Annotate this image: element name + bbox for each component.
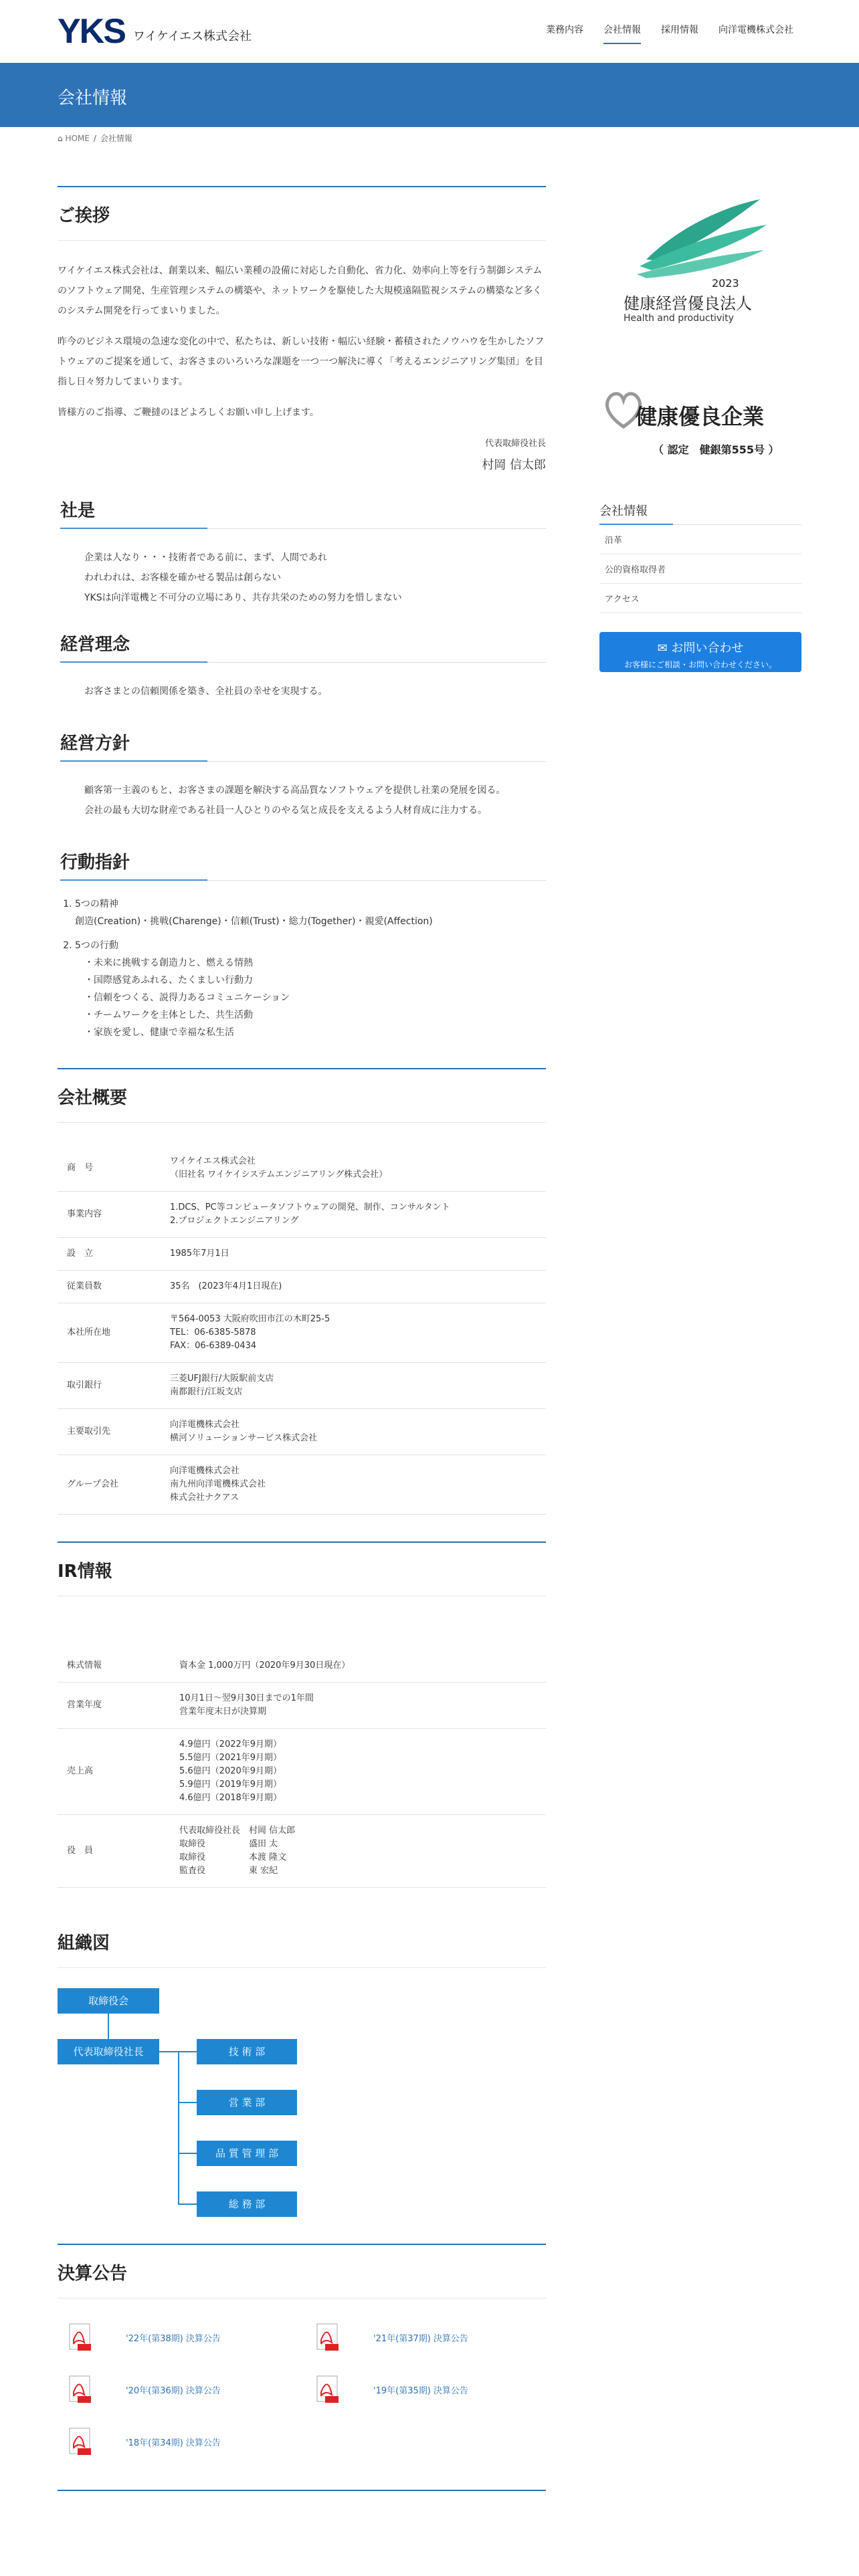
table-value-line: FAX：06-6389-0434 bbox=[170, 1341, 257, 1351]
sidebar bbox=[599, 186, 801, 672]
table-value bbox=[170, 1363, 546, 1409]
badge-title: 健康経営優良法人 bbox=[624, 294, 752, 313]
table-value-line: 取締役 本渡 隆文 bbox=[179, 1852, 287, 1862]
koudou-list bbox=[75, 895, 546, 1041]
ir-heading: IR情報 bbox=[58, 1541, 546, 1596]
contact-title: お問い合わせ bbox=[671, 641, 744, 655]
table-key: 営業年度 bbox=[58, 1683, 179, 1729]
badge-subtitle: Health and productivity bbox=[624, 313, 734, 324]
org-heading: 組織図 bbox=[58, 1915, 546, 1968]
ir-table bbox=[58, 1650, 546, 1888]
table-row bbox=[58, 1650, 546, 1683]
table-value-line: 南都銀行/江坂支店 bbox=[170, 1387, 243, 1397]
table-row bbox=[58, 1409, 546, 1455]
contact-button[interactable] bbox=[599, 632, 801, 672]
org-dept-box: 技 術 部 bbox=[197, 2039, 297, 2064]
greeting-paragraph: ワイケイエス株式会社は、創業以来、幅広い業種の設備に対応した自動化、省力化、効率向上等を行う制御システムのソフトウェア開発、生産管理システムの構築や、ネットワークを駆使した大規模遠隔監視システムの構築など多くのシステム開発を行ってまいりました。 bbox=[58, 265, 543, 316]
table-value-line: 営業年度末日が決算期 bbox=[179, 1707, 267, 1717]
org-dept-box: 営 業 部 bbox=[197, 2090, 297, 2115]
page-title: 会社情報 bbox=[58, 88, 128, 108]
list-item bbox=[75, 937, 546, 1041]
table-row bbox=[58, 1363, 546, 1409]
kessan-item bbox=[58, 2323, 305, 2352]
table-value-line: 株式会社ナクアス bbox=[170, 1493, 239, 1503]
table-row bbox=[58, 1815, 546, 1888]
greeting-heading: ご挨拶 bbox=[58, 186, 546, 241]
greeting-paragraph: 昨今のビジネス環境の急速な変化の中で、私たちは、新しい技術・幅広い経験・蓄積されたノウハウを生かしたソフトウェアのご提案を通して、お客さまのいろいろな課題を一つ一つ解決に導く「考えるエンジニアリング集団」を目指し日々努力してまいります。 bbox=[58, 336, 545, 387]
table-row bbox=[58, 1271, 546, 1303]
table-row bbox=[58, 1455, 546, 1515]
table-row bbox=[58, 1238, 546, 1271]
sidebar-nav bbox=[599, 525, 801, 613]
koudou-heading: 行動指針 bbox=[60, 843, 546, 881]
table-value-line: 5.5億円（2021年9月期） bbox=[179, 1753, 282, 1763]
kessan-link[interactable]: '20年(第36期) 決算公告 bbox=[126, 2385, 221, 2396]
logo-mark: YKS bbox=[58, 12, 125, 51]
table-value bbox=[179, 1729, 546, 1815]
table-value-line: 4.6億円（2018年9月期） bbox=[179, 1793, 282, 1803]
kessan-item bbox=[58, 2427, 305, 2456]
home-icon: ⌂ bbox=[58, 134, 63, 143]
table-row bbox=[58, 1303, 546, 1363]
section-divider bbox=[58, 2490, 546, 2491]
koudou-item-text: 創造(Creation)・挑戦(Charenge)・信頼(Trust)・総力(Together)・親愛(Affection) bbox=[75, 916, 433, 927]
table-key: 設 立 bbox=[58, 1238, 170, 1271]
org-dept-box: 総 務 部 bbox=[197, 2191, 297, 2217]
pdf-icon bbox=[67, 2427, 94, 2456]
site-header bbox=[0, 0, 859, 63]
shaze-line: われわれは、お客様を確かせる製品は創らない bbox=[84, 572, 281, 583]
nav-company[interactable]: 会社情報 bbox=[603, 23, 641, 44]
koudou-item-title: 5つの精神 bbox=[75, 899, 118, 909]
table-key: 役 員 bbox=[58, 1815, 179, 1888]
table-value-line: 35名 (2023年4月1日現在) bbox=[170, 1281, 282, 1291]
badge2-title: 健康優良企業 bbox=[636, 404, 765, 429]
koudou-item-title: 5つの行動 bbox=[75, 940, 118, 951]
global-nav bbox=[526, 23, 793, 44]
breadcrumb-home[interactable]: HOME bbox=[65, 134, 90, 143]
mail-icon: ✉ bbox=[657, 641, 672, 655]
org-dept-box: 品 質 管 理 部 bbox=[197, 2141, 297, 2166]
nav-recruit[interactable]: 採用情報 bbox=[661, 25, 698, 35]
table-key: 主要取引先 bbox=[58, 1409, 170, 1455]
logo[interactable] bbox=[58, 12, 252, 51]
table-value-line: 5.6億円（2020年9月期） bbox=[179, 1766, 282, 1776]
kessan-list bbox=[58, 2323, 546, 2456]
org-connector bbox=[178, 2051, 179, 2205]
shaze-line: YKSは向洋電機と不可分の立場にあり、共存共栄のための努力を惜しまない bbox=[84, 593, 402, 603]
koudou-bullet: ・国際感覚あふれる、たくましい行動力 bbox=[84, 975, 253, 986]
table-value-line: （旧社名 ワイケイシステムエンジニアリング株式会社） bbox=[170, 1170, 388, 1180]
koudou-bullet: ・チームワークを主体とした、共生活動 bbox=[84, 1010, 253, 1021]
org-president-box: 代表取締役社長 bbox=[58, 2039, 159, 2064]
koudou-bullet: ・未来に挑戦する創造力と、燃える情熱 bbox=[84, 958, 253, 968]
health-management-badge bbox=[599, 186, 801, 346]
health-company-badge bbox=[599, 373, 801, 473]
shaze-heading: 社是 bbox=[60, 492, 546, 529]
table-row bbox=[58, 1192, 546, 1238]
sidebar-item-qualifications[interactable]: 公的資格取得者 bbox=[599, 554, 801, 584]
table-value-line: ワイケイエス株式会社 bbox=[170, 1156, 256, 1166]
shaze-line: 企業は人なり・・・技術者である前に、まず、人間であれ bbox=[84, 552, 327, 563]
table-value-line: 1.DCS、PC等コンピュータソフトウェアの開発、制作、コンサルタント bbox=[170, 1202, 450, 1212]
signature-title: 代表取締役社長 bbox=[484, 439, 546, 449]
list-item bbox=[75, 895, 546, 930]
table-key: 事業内容 bbox=[58, 1192, 170, 1238]
pdf-icon bbox=[67, 2323, 94, 2352]
table-value bbox=[170, 1192, 546, 1238]
breadcrumb: ⌂ HOME / 会社情報 bbox=[58, 134, 132, 143]
badge-year: 2023 bbox=[712, 277, 739, 290]
table-value bbox=[170, 1146, 546, 1192]
breadcrumb-current: 会社情報 bbox=[100, 134, 132, 143]
company-overview-table bbox=[58, 1146, 546, 1515]
contact-subtitle: お客様にご相談・お問い合わせください。 bbox=[624, 660, 777, 669]
table-value-line: 4.9億円（2022年9月期） bbox=[179, 1739, 282, 1749]
table-value-line: 資本金 1,000万円（2020年9月30日現在） bbox=[179, 1660, 351, 1671]
table-value-line: 10月1日〜翌9月30日までの1年間 bbox=[179, 1693, 314, 1703]
rinen-text: お客さまとの信頼関係を築き、全社員の幸せを実現する。 bbox=[84, 686, 328, 697]
table-key: 株式情報 bbox=[58, 1650, 179, 1683]
table-value-line: 取締役 盛田 太 bbox=[179, 1839, 278, 1849]
table-value-line: 南九州向洋電機株式会社 bbox=[170, 1479, 266, 1489]
table-value-line: 向洋電機株式会社 bbox=[170, 1466, 240, 1476]
kessan-heading: 決算公告 bbox=[58, 2244, 546, 2298]
table-value-line: 三菱UFJ銀行/大阪駅前支店 bbox=[170, 1374, 274, 1384]
page-title-bar bbox=[0, 63, 859, 127]
pdf-icon bbox=[67, 2375, 94, 2404]
kessan-link[interactable]: '22年(第38期) 決算公告 bbox=[126, 2333, 221, 2344]
org-chart bbox=[58, 1988, 546, 2236]
table-value-line: 1985年7月1日 bbox=[170, 1249, 229, 1259]
table-key: グループ会社 bbox=[58, 1455, 170, 1515]
pdf-icon bbox=[314, 2375, 341, 2404]
sidebar-item-access[interactable]: アクセス bbox=[599, 584, 801, 613]
table-key: 本社所在地 bbox=[58, 1303, 170, 1363]
koudou-bullet: ・家族を愛し、健康で幸福な私生活 bbox=[84, 1027, 234, 1038]
table-value-line: 監査役 東 宏紀 bbox=[179, 1866, 278, 1876]
table-value bbox=[170, 1409, 546, 1455]
table-value bbox=[179, 1650, 546, 1683]
table-value bbox=[170, 1238, 546, 1271]
table-value bbox=[170, 1303, 546, 1363]
table-value-line: 5.9億円（2019年9月期） bbox=[179, 1780, 282, 1790]
greeting-paragraph: 皆様方のご指導、ご鞭撻のほどよろしくお願い申し上げます。 bbox=[58, 407, 319, 418]
nav-services[interactable]: 業務内容 bbox=[546, 25, 583, 35]
table-key: 従業員数 bbox=[58, 1271, 170, 1303]
pdf-icon bbox=[314, 2323, 341, 2352]
table-row bbox=[58, 1683, 546, 1729]
org-connector bbox=[108, 2014, 109, 2039]
table-value bbox=[170, 1271, 546, 1303]
table-row bbox=[58, 1146, 546, 1192]
kessan-link[interactable]: '19年(第35期) 決算公告 bbox=[373, 2385, 468, 2396]
kessan-link[interactable]: '21年(第37期) 決算公告 bbox=[373, 2333, 468, 2344]
kessan-item bbox=[305, 2375, 546, 2404]
table-value bbox=[179, 1683, 546, 1729]
table-value bbox=[179, 1815, 546, 1888]
sidebar-nav-heading: 会社情報 bbox=[599, 496, 801, 525]
table-value-line: 横河ソリューションサービス株式会社 bbox=[170, 1433, 318, 1443]
hoshin-heading: 経営方針 bbox=[60, 724, 546, 762]
sidebar-item-history[interactable]: 沿革 bbox=[599, 525, 801, 554]
main-content bbox=[58, 186, 546, 2491]
leaf-logo-icon bbox=[599, 186, 801, 280]
nav-koyo[interactable]: 向洋電機株式会社 bbox=[719, 25, 793, 35]
table-row bbox=[58, 1729, 546, 1815]
kessan-item bbox=[305, 2323, 546, 2352]
hoshin-line: 会社の最も大切な財産である社員一人ひとりのやる気と成長を支えるよう人材育成に注力する。 bbox=[84, 805, 487, 816]
rinen-heading: 経営理念 bbox=[60, 625, 546, 663]
table-value-line: TEL：06-6385-5878 bbox=[170, 1327, 256, 1337]
table-value-line: 向洋電機株式会社 bbox=[170, 1420, 240, 1430]
table-value-line: 〒564-0053 大阪府吹田市江の木町25-5 bbox=[170, 1314, 330, 1324]
table-key: 売上高 bbox=[58, 1729, 179, 1815]
org-board-box: 取締役会 bbox=[58, 1988, 159, 2014]
badge2-cert: （ 認定 健銀第555号 ） bbox=[653, 443, 779, 456]
table-key: 取引銀行 bbox=[58, 1363, 170, 1409]
table-value-line: 代表取締役社長 村岡 信太郎 bbox=[179, 1826, 296, 1836]
table-key: 商 号 bbox=[58, 1146, 170, 1192]
kessan-link[interactable]: '18年(第34期) 決算公告 bbox=[126, 2438, 221, 2448]
table-value-line: 2.プロジェクトエンジニアリング bbox=[170, 1216, 299, 1226]
signature-name: 村岡 信太郎 bbox=[482, 458, 546, 472]
gaiyou-heading: 会社概要 bbox=[58, 1068, 546, 1123]
table-value bbox=[170, 1455, 546, 1515]
kessan-item bbox=[58, 2375, 305, 2404]
koudou-bullet: ・信頼をつくる、説得力あるコミュニケーション bbox=[84, 992, 290, 1003]
hoshin-line: 顧客第一主義のもと、お客さまの課題を解決する高品質なソフトウェアを提供し社業の発展を図る。 bbox=[84, 785, 506, 796]
logo-company-name: ワイケイエス株式会社 bbox=[132, 29, 252, 43]
